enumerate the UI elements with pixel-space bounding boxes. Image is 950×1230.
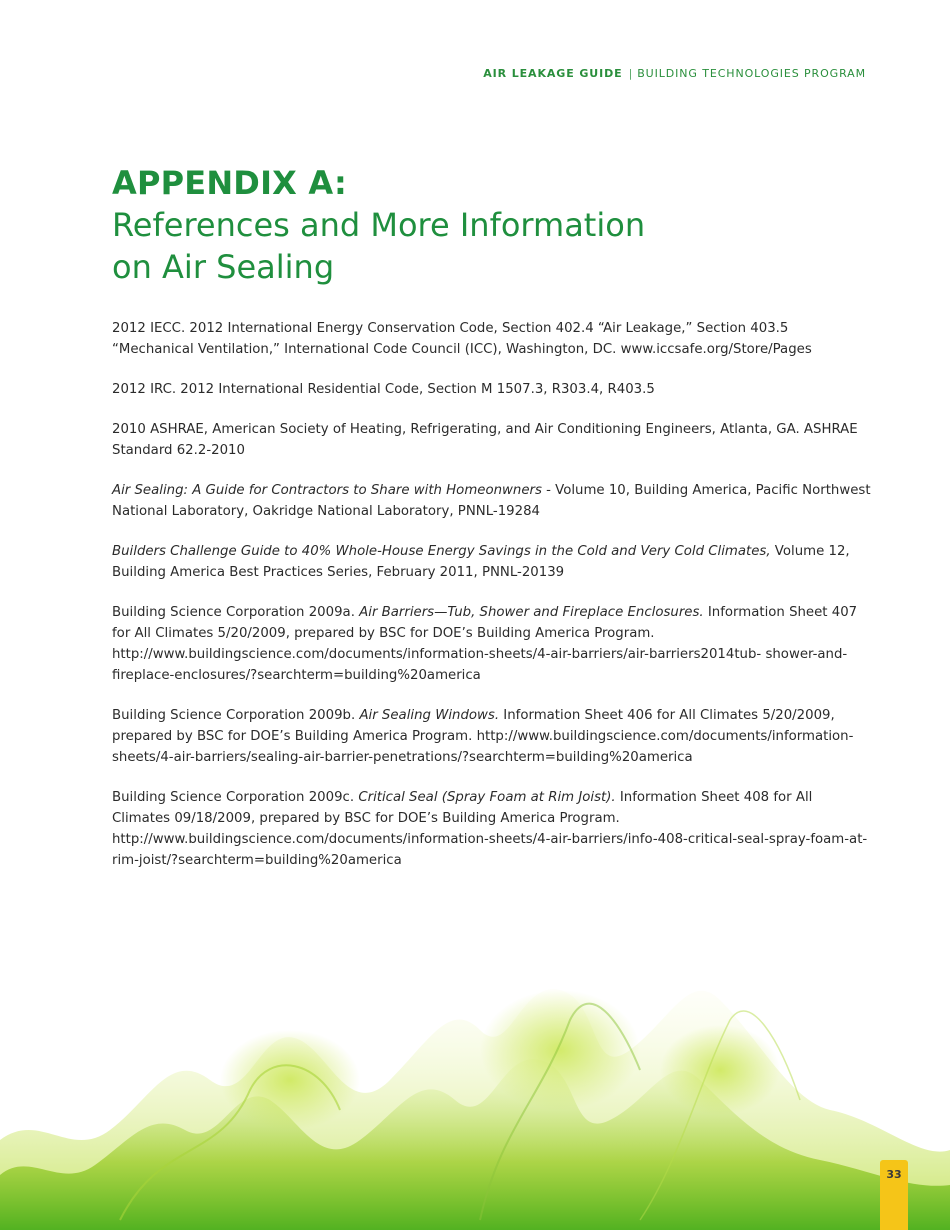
reference-text: Building Science Corporation 2009a. [112, 605, 360, 620]
reference-item [112, 318, 872, 360]
smoke-glow [480, 990, 640, 1110]
smoke-glow [220, 1030, 360, 1130]
reference-text: Building Science Corporation 2009b. [112, 708, 360, 723]
reference-item [112, 705, 872, 768]
running-header [483, 67, 866, 80]
reference-details: Volume 12, Building America Best Practices Series, February 2011, PNNL-20139 [112, 544, 850, 580]
page-title [112, 162, 645, 288]
reference-title: Builders Challenge Guide to 40% Whole-House Energy Savings in the Cold and Very Cold Climates, [112, 544, 771, 559]
reference-item [112, 541, 872, 583]
header-program: BUILDING TECHNOLOGIES PROGRAM [637, 67, 866, 80]
title-subtitle-line1: References and More Information [112, 206, 646, 244]
green-smoke-illustration [0, 960, 950, 1230]
reference-details: Information Sheet 407 for All Climates 5/20/2009, prepared by BSC for DOE’s Building America Program. http://www.buildingscience.com/documents/information-sheets/4-air-barriers/air-barriers2014tub- shower-and-fireplace-enclosures/?searchterm=building%20america [112, 605, 858, 683]
page-number-tab [880, 1160, 908, 1230]
reference-title: Air Sealing: A Guide for Contractors to Share with Homeonwners [112, 483, 542, 498]
reference-title: Air Sealing Windows. [359, 708, 500, 723]
reference-title: Critical Seal (Spray Foam at Rim Joist). [358, 790, 616, 805]
reference-text: 2010 ASHRAE, American Society of Heating, Refrigerating, and Air Conditioning Engineers, Atlanta, GA. ASHRAE Standard 62.2-2010 [112, 422, 858, 458]
reference-details: - Volume 10, Building America, Pacific Northwest National Laboratory, Oakridge National Laboratory, PNNL-19284 [112, 483, 871, 519]
reference-item [112, 379, 872, 400]
reference-item [112, 602, 872, 686]
smoke-glow [660, 1025, 780, 1115]
reference-item [112, 480, 872, 522]
reference-text: Building Science Corporation 2009c. [112, 790, 359, 805]
reference-details: Information Sheet 406 for All Climates 5/20/2009, prepared by BSC for DOE’s Building America Program. http://www.buildingscience.com/documents/information-sheets/4-air-barriers/sealing-air-barrier-penetrations/?searchterm=building%20america [112, 708, 854, 765]
page-number: 33 [886, 1168, 902, 1181]
reference-list [112, 318, 872, 890]
reference-item [112, 787, 872, 871]
header-guide-title: AIR LEAKAGE GUIDE [483, 67, 623, 80]
reference-item [112, 419, 872, 461]
reference-text: 2012 IRC. 2012 International Residential Code, Section M 1507.3, R303.4, R403.5 [112, 382, 655, 397]
reference-text: 2012 IECC. 2012 International Energy Conservation Code, Section 402.4 “Air Leakage,” Section 403.5 “Mechanical Ventilation,” International Code Council (ICC), Washington, DC. www.iccsafe.org/Store/Pages [112, 321, 812, 357]
title-subtitle-line2: on Air Sealing [112, 248, 335, 286]
reference-details: Information Sheet 408 for All Climates 09/18/2009, prepared by BSC for DOE’s Building America Program. http://www.buildingscience.com/documents/information-sheets/4-air-barriers/info-408-critical-seal-spray-foam-at-rim-joist/?searchterm=building%20america [112, 790, 868, 868]
header-separator: | [628, 67, 634, 80]
title-appendix: APPENDIX A: [112, 164, 347, 202]
reference-title: Air Barriers—Tub, Shower and Fireplace Enclosures. [359, 605, 704, 620]
